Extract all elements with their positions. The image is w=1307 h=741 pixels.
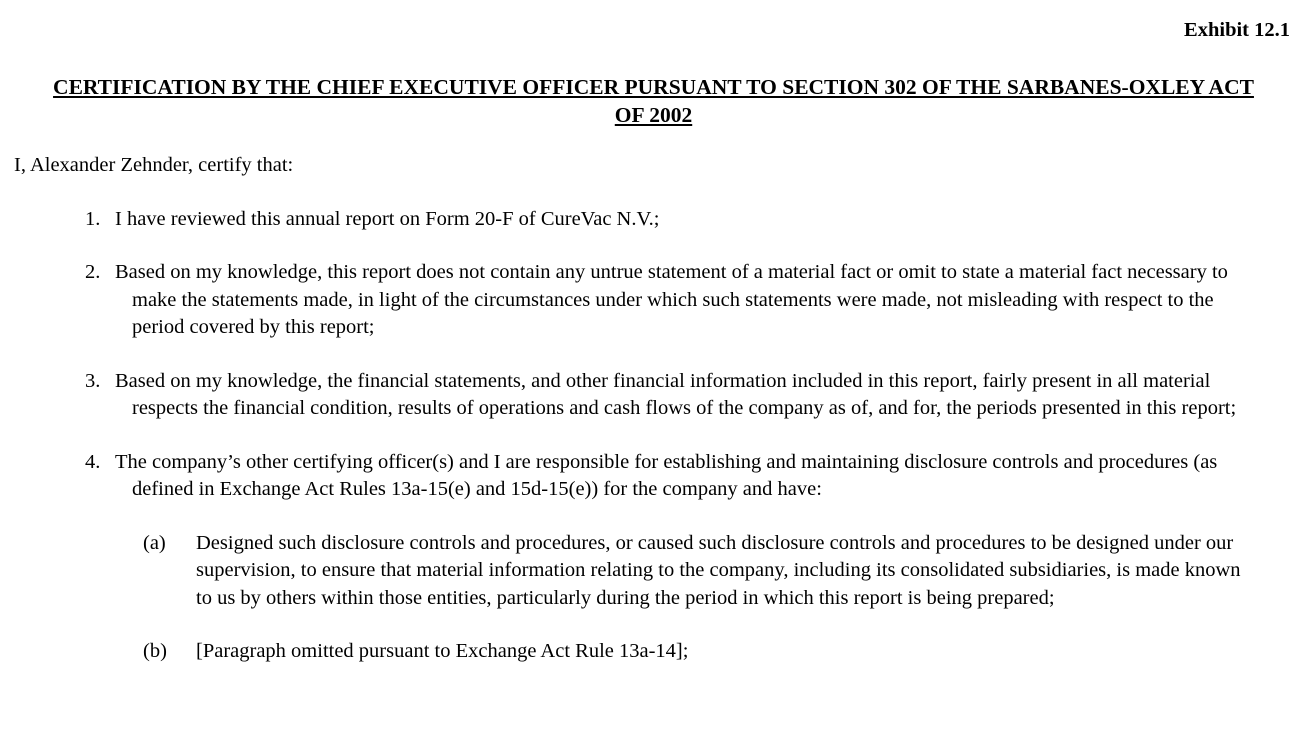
document-title (0, 73, 1307, 129)
document-title-line-2: OF 2002 (614, 103, 693, 127)
numbered-item-2 (0, 259, 1307, 342)
numbered-item-1-marker: 1. (85, 207, 101, 230)
numbered-item-1 (0, 206, 1307, 234)
intro-line: I, Alexander Zehnder, certify that: (14, 154, 294, 176)
numbered-item-4 (0, 449, 1307, 504)
lettered-item-a-marker: (a) (143, 531, 166, 554)
lettered-item-b (0, 638, 1307, 666)
exhibit-label: Exhibit 12.1 (1184, 19, 1290, 41)
lettered-item-a-text: Designed such disclosure controls and procedures, or caused such disclosure controls and procedures to be designed under our supervision, to ensure that material information relating to the company, including its consolidated subsidiaries, is made known to us by others within those entities, particularly during the period in which this report is being prepared; (196, 531, 1241, 609)
numbered-item-2-marker: 2. (85, 261, 101, 283)
numbered-item-3-text: Based on my knowledge, the financial statements, and other financial information included in this report, fairly present in all material respects the financial condition, results of operations and cash flows of the company as of, and for, the periods presented in this report; (115, 369, 1237, 419)
numbered-item-2-text: Based on my knowledge, this report does not contain any untrue statement of a material fact or omit to state a material fact necessary to make the statements made, in light of the circumstances under which such statements were made, not misleading with respect to the period covered by this report; (115, 261, 1228, 338)
document-title-line-1: CERTIFICATION BY THE CHIEF EXECUTIVE OFFICER PURSUANT TO SECTION 302 OF THE SARBANES-OXLEY ACT (53, 75, 1254, 99)
numbered-item-4-text: The company’s other certifying officer(s) and I are responsible for establishing and maintaining disclosure controls and procedures (as defined in Exchange Act Rules 13a-15(e) and 15d-15(e)) for the company and have: (115, 450, 1218, 500)
numbered-item-3-marker: 3. (85, 369, 101, 392)
lettered-item-a (0, 530, 1307, 613)
numbered-item-1-text: I have reviewed this annual report on Form 20-F of CureVac N.V.; (115, 207, 660, 230)
numbered-item-4-marker: 4. (85, 450, 101, 473)
lettered-item-b-marker: (b) (143, 640, 167, 662)
lettered-item-b-text: [Paragraph omitted pursuant to Exchange Act Rule 13a-14]; (196, 640, 689, 662)
numbered-item-3 (0, 368, 1307, 423)
